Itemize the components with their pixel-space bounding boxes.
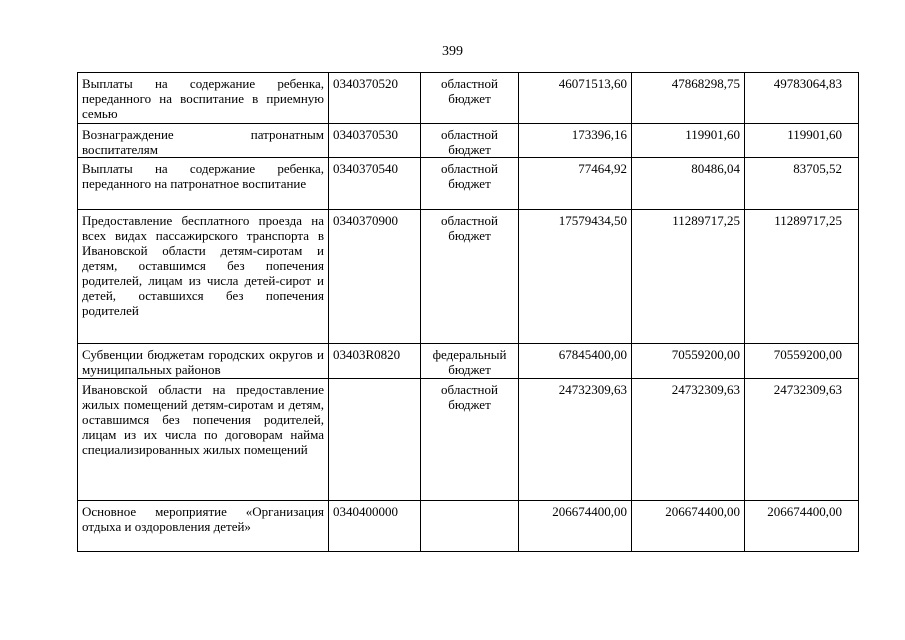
budget-table: [77, 72, 859, 552]
event-name-cell: Субвенции бюджетам городских округов и муниципальных районов: [78, 344, 329, 379]
event-name-cell: Предоставление бесплатного проезда на всех видах пассажирского транспорта в Ивановской области детям-сиротам и детям, оставшимся без попечения родителей, лицам из числа детей-сирот и детей, оставшихся без попечения родителей: [78, 210, 329, 344]
year1-amount-cell: 17579434,50: [519, 210, 632, 344]
table-row: [78, 158, 859, 210]
funding-source-cell: областной бюджет: [421, 124, 519, 158]
table-row: [78, 124, 859, 158]
year3-amount-cell: 70559200,00: [745, 344, 859, 379]
year2-amount-cell: 119901,60: [632, 124, 745, 158]
year1-amount-cell: 173396,16: [519, 124, 632, 158]
table-row: [78, 344, 859, 379]
table-row: [78, 379, 859, 501]
year1-amount-cell: 46071513,60: [519, 73, 632, 124]
year3-amount-cell: 49783064,83: [745, 73, 859, 124]
target-code-cell: 0340370540: [329, 158, 421, 210]
target-code-cell: 0340370520: [329, 73, 421, 124]
year3-amount-cell: 206674400,00: [745, 501, 859, 552]
target-code-cell: 03403R0820: [329, 344, 421, 379]
page-number: 399: [442, 44, 463, 59]
target-code-cell: 0340370530: [329, 124, 421, 158]
year3-amount-cell: 24732309,63: [745, 379, 859, 501]
table-row: [78, 210, 859, 344]
event-name-cell: Выплаты на содержание ребенка, переданного на воспитание в приемную семью: [78, 73, 329, 124]
event-name-cell: Выплаты на содержание ребенка, переданного на патронатное воспитание: [78, 158, 329, 210]
event-name-cell: Основное мероприятие «Организация отдыха и оздоровления детей»: [78, 501, 329, 552]
year2-amount-cell: 24732309,63: [632, 379, 745, 501]
year2-amount-cell: 80486,04: [632, 158, 745, 210]
year2-amount-cell: 206674400,00: [632, 501, 745, 552]
table-row: [78, 73, 859, 124]
year3-amount-cell: 11289717,25: [745, 210, 859, 344]
year1-amount-cell: 77464,92: [519, 158, 632, 210]
funding-source-cell: областной бюджет: [421, 73, 519, 124]
year2-amount-cell: 47868298,75: [632, 73, 745, 124]
year3-amount-cell: 83705,52: [745, 158, 859, 210]
target-code-cell: 0340400000: [329, 501, 421, 552]
table-row: [78, 501, 859, 552]
year3-amount-cell: 119901,60: [745, 124, 859, 158]
year2-amount-cell: 70559200,00: [632, 344, 745, 379]
event-name-continued-cell: Ивановской области на предоставление жилых помещений детям-сиротам и детям, оставшимся без попечения родителей, лицам из их числа по договорам найма специализированных жилых помещений: [78, 379, 329, 501]
target-code-empty-cell: [329, 379, 421, 501]
event-name-cell: Вознаграждение патронатным воспитателям: [78, 124, 329, 158]
funding-source-cell: областной бюджет: [421, 158, 519, 210]
year1-amount-cell: 206674400,00: [519, 501, 632, 552]
funding-source-cell: [421, 501, 519, 552]
year1-amount-cell: 67845400,00: [519, 344, 632, 379]
funding-source-cell: областной бюджет: [421, 210, 519, 344]
year1-amount-cell: 24732309,63: [519, 379, 632, 501]
year2-amount-cell: 11289717,25: [632, 210, 745, 344]
funding-source-cell: областной бюджет: [421, 379, 519, 501]
funding-source-cell: федеральный бюджет: [421, 344, 519, 379]
target-code-cell: 0340370900: [329, 210, 421, 344]
